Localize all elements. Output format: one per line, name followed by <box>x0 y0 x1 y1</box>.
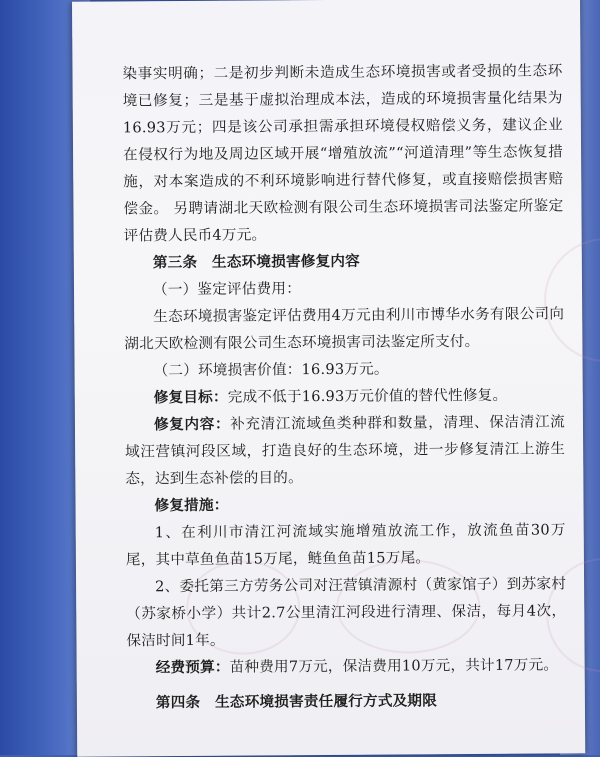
subsection-1-title: （一）鉴定评估费用： <box>152 280 302 299</box>
repair-measures-label: 修复措施： <box>154 496 229 515</box>
budget <box>127 651 567 681</box>
article-3-heading: 第三条 生态环境损害修复内容 <box>152 252 361 272</box>
repair-content-text: 补充清江流域鱼类种群和数量，清理、保洁清江流域汪营镇河段区域，打造良好的生态环境，进一步修复清江上游生态，达到生态补偿的目的。 <box>125 413 566 488</box>
measure-2: 2、委托第三方劳务公司对汪营镇清源村（黄家馆子）到苏家村（苏家桥小学）共计2.7公里清江河段进行清理、保洁，每月4次，保洁时间1年。 <box>126 575 567 650</box>
budget-text: 苗种费用7万元，保洁费用10万元，共计17万元。 <box>229 656 559 676</box>
article-4-heading: 第四条 生态环境损害责任履行方式及期限 <box>155 692 438 712</box>
repair-goal-label: 修复目标： <box>153 388 228 407</box>
budget-label: 经费预算： <box>155 658 230 677</box>
document-body <box>122 57 567 716</box>
repair-content <box>125 408 566 492</box>
repair-content-label: 修复内容： <box>153 415 231 434</box>
repair-measures-label-row <box>125 489 565 519</box>
repair-goal-text: 完成不低于16.93万元价值的替代性修复。 <box>227 386 508 406</box>
subsection-1-text: 生态环境损害鉴定评估费用4万元由利川市博华水务有限公司向湖北天欧检测有限公司生态环境损害司法鉴定所支付。 <box>124 305 565 353</box>
repair-goal <box>125 381 565 411</box>
paragraph-findings: 染事实明确；二是初步判断未造成生态环境损害或者受损的生态环境已修复；三是基于虚拟治理成本法，造成的环境损害量化结果为16.93万元；四是该公司承担需承担环境侵权赔偿义务，建议企业在侵权行为地及周边区域开展“增殖放流”“河道清理”等生态恢复措施，对本案造成的不利环境影响进行替代修复，或直接赔偿损害赔偿金。 另聘请湖北天欧检测有限公司生态环境损害司法鉴定所鉴定评估费人民币4万元。 <box>122 62 564 245</box>
document-page <box>72 0 585 757</box>
measure-1: 1、在利川市清江河流域实施增殖放流工作，放流鱼苗30万尾，其中草鱼鱼苗15万尾，鲢鱼鱼苗15万尾。 <box>125 521 566 569</box>
subsection-2-text: （二）环境损害价值：16.93万元。 <box>153 360 389 380</box>
